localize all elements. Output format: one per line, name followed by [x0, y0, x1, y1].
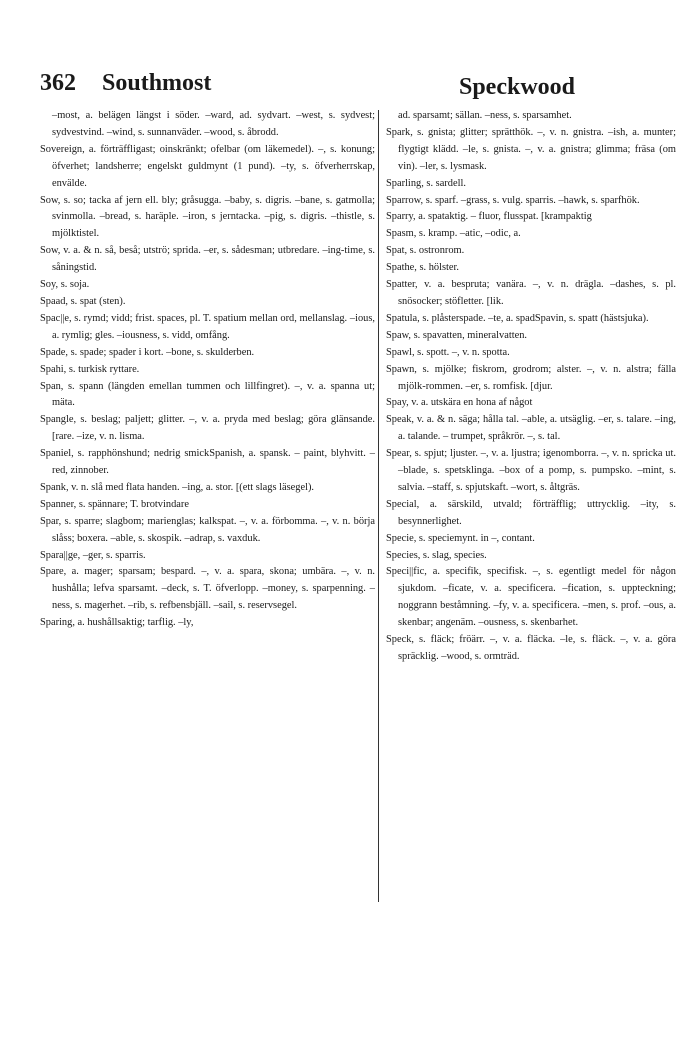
dictionary-entry: Spara||ge, –ger, s. sparris. [40, 549, 146, 561]
right-guide-word: Speckwood [458, 74, 575, 100]
dictionary-entry: Speck, s. fläck; fröärr. –, v. a. fläcka. –le, s. fläck. –, v. a. göra spräcklig. –wood, s. ormträd. [386, 634, 676, 662]
dictionary-entry: Spatter, v. a. besprutа; vanära. –, v. n. drägla. –dashes, s. pl. snösocker; stöfletter. [lik. [386, 279, 676, 307]
column-divider [378, 110, 379, 902]
dictionary-entry: Spade, s. spade; spader i kort. –bone, s. skulderben. [40, 346, 255, 358]
dictionary-entry: ad. sparsamt; sällan. –ness, s. sparsamhet. [398, 110, 572, 121]
page-header [40, 70, 675, 108]
dictionary-entry: Sparrow, s. sparf. –grass, s. vulg. sparris. –hawk, s. sparfhök. [386, 194, 640, 206]
dictionary-entry: Spawn, s. mjölke; fiskrom, grodrom; alster. –, v. n. alstra; fälla mjölk-rommen. –er, s. romfisk. [djur. [386, 363, 676, 392]
dictionary-entry: Spat, s. ostronrom. [386, 245, 465, 257]
left-column [40, 108, 375, 632]
right-column [386, 108, 676, 666]
dictionary-entry: Sow, s. so; tacka af jern ell. bly; gråsugga. –baby, s. digris. –bane, s. gatmolla; svinmolla. –bread, s. haräple. –iron, s jerntacka. –pig, s. digris. –thistle, s. mjölktistel. [40, 194, 375, 240]
dictionary-entry: Spatula, s. plåsterspade. –te, a. spadSpavin, s. spatt (hästsjuka). [386, 312, 649, 324]
dictionary-entry: Spare, a. mager; sparsam; bespard. –, v. a. spara, skona; umbära. –, v. n. hushålla; lefva sparsamt. –deck, s. T. öfverlopp. –money, s. sparpenning. –ness, s. magerhet. –rib, s. refbensbjäll. –sail, s. reservsegel. [40, 566, 375, 612]
dictionary-entry: Spasm, s. kramp. –atic, –odic, a. [386, 228, 521, 240]
dictionary-entry: Specie, s. speciemynt. in –, contant. [386, 532, 535, 544]
dictionary-entry: Spay, v. a. utskära en hona af något [386, 397, 533, 409]
dictionary-entry: Spar, s. sparre; slagbom; marienglas; kalkspat. –, v. a. förbomma. –, v. n. börja slåss; boxera. –able, s. skospik. –adrap, s. vaxduk. [40, 515, 375, 544]
dictionary-entry: Spaw, s. spavatten, mineralvatten. [386, 329, 528, 341]
dictionary-entry: Sparling, s. sardell. [386, 177, 466, 189]
dictionary-entry: Spanner, s. spännare; T. brotvindare [40, 498, 189, 510]
dictionary-entry: Species, s. slag, species. [386, 549, 487, 561]
dictionary-entry: Spahi, s. turkisk ryttare. [40, 363, 140, 375]
left-guide-word: Southmost [102, 70, 212, 96]
dictionary-entry: Spank, v. n. slå med flata handen. –ing, a. stor. [(ett slags läsegel). [40, 481, 315, 493]
dictionary-entry: Spaad, s. spat (sten). [40, 295, 126, 307]
dictionary-entry: Span, s. spann (längden emellan tummen och lillfingret). –, v. a. spanna ut; mäta. [40, 380, 375, 409]
dictionary-entry: Speak, v. a. & n. säga; hålla tal. –able, a. utsäglig. –er, s. talare. –ing, a. talande. – trumpet, språkrör. –, s. tal. [386, 414, 676, 443]
dictionary-entry: Spaniel, s. rapphönshund; nedrig smickSpanish, a. spansk. – paint, blyhvitt. – red, zinnober. [40, 448, 375, 477]
dictionary-entry: Sparing, a. hushållsaktig; tarflig. –ly, [40, 617, 194, 629]
dictionary-entry: Spark, s. gnista; glitter; sprätthök. –, v. n. gnistra. –ish, a. munter; flygtigt klädd. –le, s. gnista. –, v. a. gnistra; glimma; fräsa (om vin). –ler, s. lysmask. [386, 126, 676, 172]
dictionary-entry: Spear, s. spjut; ljuster. –, v. a. ljustra; igenomborra. –, v. n. spricka ut. –blade, s. spetsklinga. –box of a pomp, s. pumpsko. –mint, s. salvia. –staff, s. spjutskaft. –wort, s. åltgräs. [386, 448, 676, 493]
dictionary-entry: –most, a. belägen längst i söder. –ward, ad. sydvart. –west, s. sydvest; sydvestvind. –wind, s. sunnanväder. –wood, s. åbrodd. [52, 110, 375, 138]
page-number: 362 [40, 70, 76, 96]
dictionary-entry: Soy, s. soja. [40, 279, 90, 291]
dictionary-entry: Spawl, s. spott. –, v. n. spotta. [386, 346, 510, 358]
dictionary-entry: Sparry, a. spataktig. – fluor, flusspat. [krampaktig [386, 211, 592, 223]
dictionary-entry: Sovereign, a. förträffligast; oinskränkt; ofelbar (om läkemedel). –, s. konung; öfverhet; landsherre; engelskt guldmynt (1 pund). –ty, s. öfverherrskap, envälde. [40, 143, 375, 189]
dictionary-entry: Spac||e, s. rymd; vidd; frist. spaces, pl. T. spatium mellan ord, mellanslag. –ious, a. rymlig; gles. –iousness, s. vidd, omfång. [40, 312, 375, 341]
dictionary-entry: Speci||fic, a. specifik, specifisk. –, s. egentligt medel för någon sjukdom. –ficate, v. a. specificera. –fication, s. uppteckning; noggrann beståmning. –fy, v. a. specificera. –men, s. prof. –ous, a. skenbar; angenäm. –ousness, s. skenbarhet. [386, 566, 676, 629]
dictionary-entry: Sow, v. a. & n. så, beså; utströ; sprida. –er, s. sådesman; utbredare. –ing-time, s. såningstid. [40, 245, 375, 274]
dictionary-entry: Special, a. särskild, utvald; förträfflig; uttrycklig. –ity, s. besynnerlighet. [386, 498, 676, 527]
dictionary-entry: Spathe, s. hölster. [386, 262, 460, 274]
dictionary-entry: Spangle, s. beslag; paljett; glitter. –, v. a. pryda med beslag; göra glänsande. [rare. –ize, v. n. lisma. [40, 414, 375, 443]
